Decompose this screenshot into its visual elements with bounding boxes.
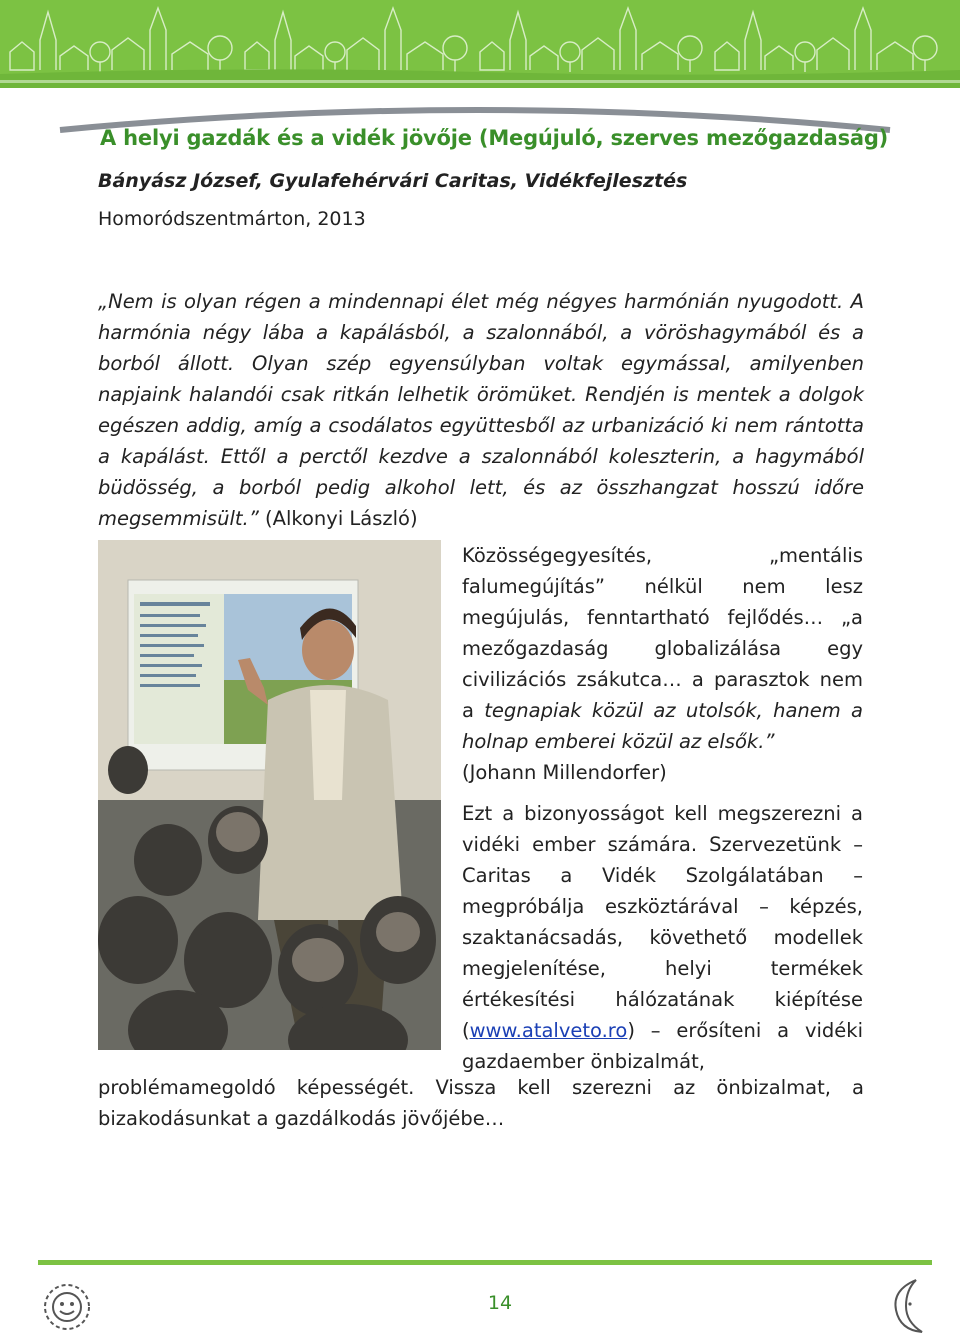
caritas-paragraph bbox=[462, 798, 863, 1077]
opening-quote bbox=[98, 286, 864, 534]
page-number: 14 bbox=[487, 1292, 513, 1314]
closing-text: problémamegoldó képességét. Vissza kell szerezni az önbizalmat, a bizakodásunkat a gazdálkodás jövőjébe… bbox=[98, 1076, 864, 1130]
village-silhouette-decoration bbox=[0, 0, 960, 88]
moon-logo-icon bbox=[888, 1276, 932, 1336]
article-title: A helyi gazdák és a vidék jövője (Megújuló, szerves mezőgazdaság) bbox=[100, 126, 889, 150]
side-column-text bbox=[462, 540, 863, 1077]
header-banner bbox=[0, 0, 960, 88]
footer-divider bbox=[38, 1260, 932, 1265]
sun-logo-icon bbox=[38, 1278, 96, 1336]
speaker-photo bbox=[98, 540, 441, 1050]
quote-text: „Nem is olyan régen a mindennapi élet még négyes harmónián nyugodott. A harmónia négy lába a kapálásból, a szalonnából, a vöröshagymából és a borból állott. Olyan szép egyensúlyban voltak egymással, amilyenben napjaink halandói csak ritkán lelhetik örömüket. Rendjén is mentek a dolgok egészen addig, amíg a csodálatos együttesből az urbanizáció ki nem rántotta a kapálást. Ettől a perctől kezdve a szalonnából koleszterin, a hagymából büdösség, a borból pedig alkohol lett, és az összhangzat hosszú időre megsemmisült.” bbox=[98, 290, 864, 530]
atalveto-link[interactable]: www.atalveto.ro bbox=[469, 1019, 628, 1042]
quote-attribution: (Alkonyi László) bbox=[258, 507, 418, 530]
side-para1-attribution: (Johann Millendorfer) bbox=[462, 761, 667, 784]
article-author: Bányász József, Gyulafehérvári Caritas, Vidékfejlesztés bbox=[98, 170, 688, 192]
side-para2-text-after: ) – erősíteni a vidéki gazdaember önbizalmát, bbox=[462, 1019, 863, 1073]
side-para1-italic: tegnapiak közül az utolsók, hanem a holnap emberei közül az elsők.” bbox=[462, 699, 863, 753]
millendorfer-paragraph bbox=[462, 540, 863, 788]
side-para1-text: Közösségegyesítés, „mentális falumegújítás” nélkül nem lesz megújulás, fenntartható fejlődés… „a mezőgazdaság globalizálása egy civilizációs zsákutca… a parasztok nem a bbox=[462, 544, 863, 722]
article-place-date: Homoródszentmárton, 2013 bbox=[98, 208, 366, 230]
side-para2-text: Ezt a bizonyosságot kell megszerezni a vidéki ember számára. Szervezetünk – Caritas a Vidék Szolgálatában – megpróbálja eszköztárával – képzés, szaktanácsadás, követhető modellek megjelenítése, helyi termékek értékesítési hálózatának kiépítése ( bbox=[462, 802, 863, 1042]
